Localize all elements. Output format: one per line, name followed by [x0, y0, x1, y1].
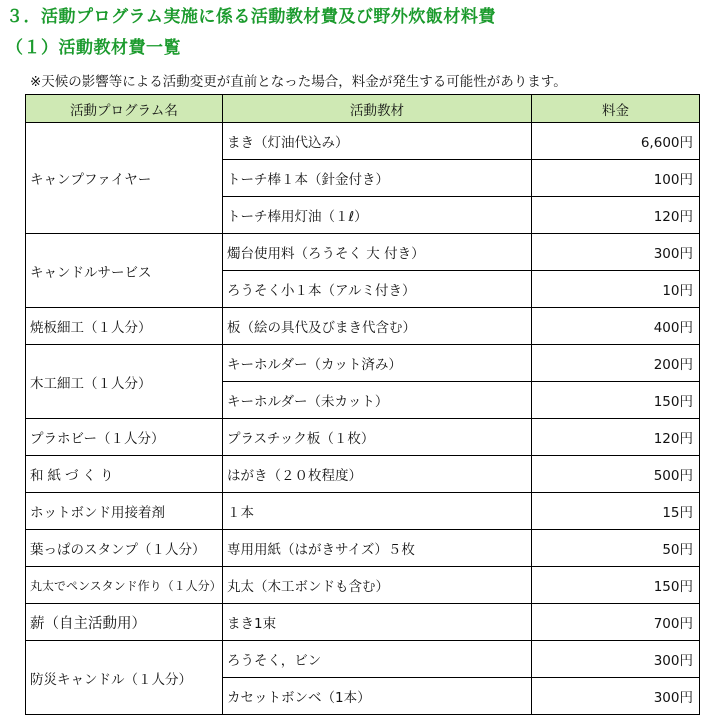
table-row — [26, 530, 700, 567]
table-row — [26, 493, 700, 530]
price-cell: 120円 — [532, 197, 700, 234]
price-cell: 15円 — [532, 493, 700, 530]
program-name: プラホビー（１人分） — [26, 419, 223, 456]
price-cell: 300円 — [532, 678, 700, 715]
table-row — [26, 419, 700, 456]
subsection-heading: （１）活動教材費一覧 — [6, 38, 181, 58]
material-cell: 専用用紙（はがきサイズ）５枚 — [223, 530, 532, 567]
weather-note: ※天候の影響等による活動変更が直前となった場合，料金が発生する可能性があります。 — [30, 74, 567, 90]
price-cell: 150円 — [532, 567, 700, 604]
table-row — [26, 641, 700, 678]
program-name: ホットボンド用接着剤 — [26, 493, 223, 530]
program-name: 焼板細工（１人分） — [26, 308, 223, 345]
material-cell: キーホルダー（カット済み） — [223, 345, 532, 382]
material-cell: カセットボンベ（1本） — [223, 678, 532, 715]
material-cell: １本 — [223, 493, 532, 530]
material-cell: 燭台使用料（ろうそく 大 付き） — [223, 234, 532, 271]
table-row — [26, 123, 700, 160]
price-cell: 120円 — [532, 419, 700, 456]
material-cell: プラスチック板（１枚） — [223, 419, 532, 456]
material-cell: まき（灯油代込み） — [223, 123, 532, 160]
price-cell: 10円 — [532, 271, 700, 308]
price-cell: 100円 — [532, 160, 700, 197]
program-name: 薪（自主活動用） — [26, 604, 223, 641]
material-cell: トーチ棒用灯油（１ℓ） — [223, 197, 532, 234]
price-cell: 6,600円 — [532, 123, 700, 160]
price-cell: 200円 — [532, 345, 700, 382]
material-cell: キーホルダー（未カット） — [223, 382, 532, 419]
price-cell: 300円 — [532, 234, 700, 271]
program-name: 葉っぱのスタンプ（１人分） — [26, 530, 223, 567]
program-name: 丸太でペンスタンド作り（１人分） — [26, 567, 223, 604]
material-cell: 丸太（木工ボンドも含む） — [223, 567, 532, 604]
price-cell: 150円 — [532, 382, 700, 419]
program-name: 和紙づくり — [26, 456, 223, 493]
header-program: 活動プログラム名 — [26, 95, 223, 123]
material-cell: 板（絵の具代及びまき代含む） — [223, 308, 532, 345]
table-header-row — [26, 95, 700, 123]
program-name: 木工細工（１人分） — [26, 345, 223, 419]
price-cell: 300円 — [532, 641, 700, 678]
program-name: キャンプファイヤー — [26, 123, 223, 234]
table-row — [26, 345, 700, 382]
table-row — [26, 308, 700, 345]
table-row — [26, 456, 700, 493]
section-heading: ３．活動プログラム実施に係る活動教材費及び野外炊飯材料費 — [6, 7, 496, 27]
material-cell: ろうそく小１本（アルミ付き） — [223, 271, 532, 308]
price-cell: 400円 — [532, 308, 700, 345]
table-row — [26, 567, 700, 604]
material-cell: はがき（２０枚程度） — [223, 456, 532, 493]
material-cell: まき1束 — [223, 604, 532, 641]
material-fee-table — [25, 94, 700, 715]
header-material: 活動教材 — [223, 95, 532, 123]
material-cell: トーチ棒１本（針金付き） — [223, 160, 532, 197]
price-cell: 700円 — [532, 604, 700, 641]
table-row — [26, 234, 700, 271]
price-cell: 50円 — [532, 530, 700, 567]
program-name: キャンドルサービス — [26, 234, 223, 308]
header-price: 料金 — [532, 95, 700, 123]
price-cell: 500円 — [532, 456, 700, 493]
program-name: 防災キャンドル（１人分） — [26, 641, 223, 715]
table-row — [26, 604, 700, 641]
material-cell: ろうそく，ビン — [223, 641, 532, 678]
